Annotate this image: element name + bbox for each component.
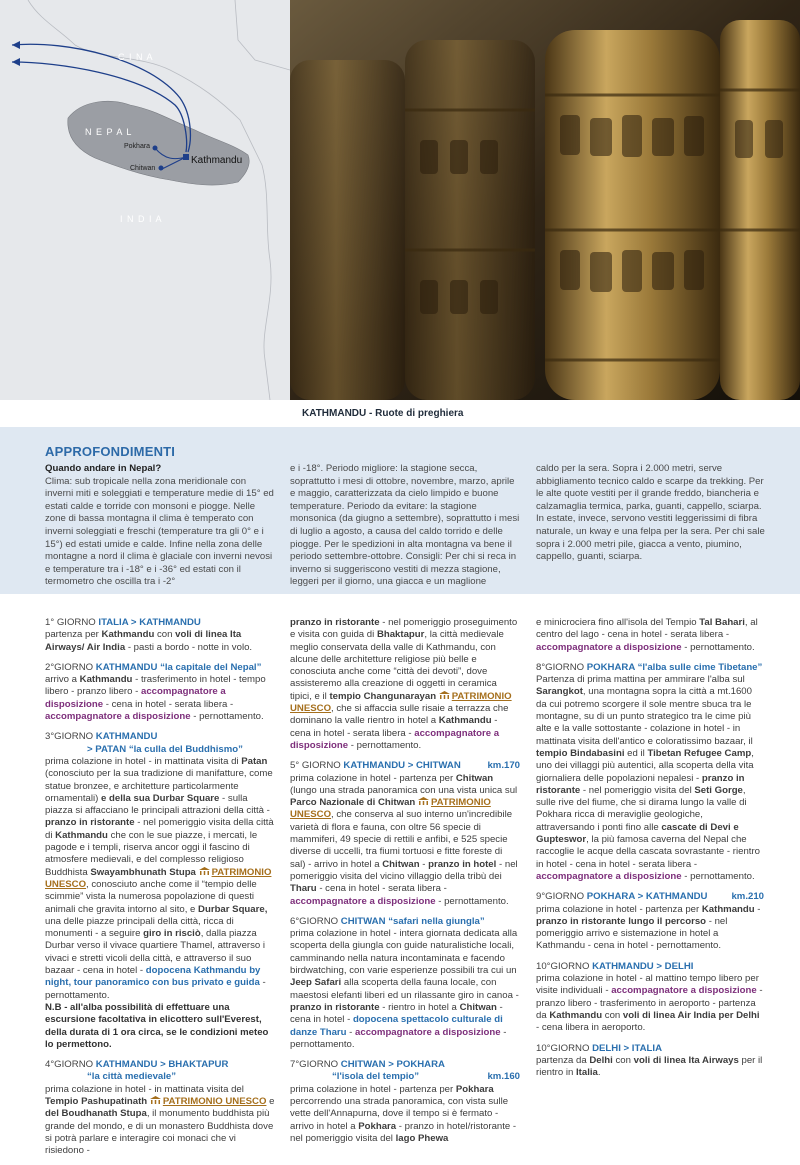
itinerary-text: 7°GIORNO xyxy=(290,1059,339,1071)
itinerary-text: pranzo in ristorante lungo il percorso xyxy=(536,915,707,927)
itinerary-text: partenza da xyxy=(536,1054,590,1066)
day-9 xyxy=(536,891,764,952)
itinerary-text: Delhi xyxy=(589,1054,613,1066)
itinerary-text: Patan xyxy=(241,755,268,767)
itinerary-text: PATRIMONIO UNESCO xyxy=(290,797,491,821)
info-col-1 xyxy=(45,463,275,589)
itinerary-text: - nel pomeriggio visita del xyxy=(580,784,695,796)
itinerary-text: km.160 xyxy=(487,1071,520,1083)
day-3 xyxy=(45,731,275,1051)
itinerary-text: KATHMANDU > BHAKTAPUR xyxy=(95,1059,229,1071)
itinerary-text: Kathmandu xyxy=(101,629,155,641)
itinerary-text: e della sua Durbar Square xyxy=(101,792,220,804)
itinerary-text: - pasti a bordo - notte in volo. xyxy=(125,641,253,653)
itinerary-text: - cena in hotel - xyxy=(290,1001,503,1026)
day-2 xyxy=(45,662,275,723)
itinerary-text: Italia xyxy=(576,1067,598,1079)
prayer-wheel xyxy=(545,30,720,400)
kathmandu-marker xyxy=(183,154,189,160)
itinerary-text: DELHI > ITALIA xyxy=(592,1042,663,1054)
itinerary-text: Sarangkot xyxy=(536,686,583,698)
itinerary-text: - pernottamento. xyxy=(435,895,509,907)
itinerary-text: PATRIMONIO UNESCO xyxy=(290,690,512,715)
itinerary-text: - pernottamento. xyxy=(681,870,755,882)
itinerary-text: per il rientro in xyxy=(536,1054,763,1079)
itinerary-text: - trasferimento in hotel - tempo libero - pranzo libero - xyxy=(45,674,266,698)
itinerary-text: prima colazione in hotel - partenza per xyxy=(290,772,456,784)
itinerary-text: voli di linea Ita Airways xyxy=(633,1054,739,1066)
day-1 xyxy=(45,617,275,654)
itinerary-text: - rientro in hotel a xyxy=(379,1001,460,1013)
caption-text: KATHMANDU - Ruote di preghiera xyxy=(302,408,464,419)
photo-caption xyxy=(290,400,800,427)
unesco-temple-icon xyxy=(150,1096,161,1105)
itinerary-text: 10°GIORNO xyxy=(536,960,590,972)
itinerary-text: Kathmandu xyxy=(438,715,492,727)
itinerary-text: pranzo in hotel xyxy=(428,858,497,870)
itinerary-text: e xyxy=(266,1095,275,1107)
itinerary-text: ed il xyxy=(624,747,648,759)
itinerary-text: Tharu xyxy=(290,883,317,895)
itinerary-text: tempio Changunarayan xyxy=(329,690,437,702)
itinerary-text: KATHMANDU “la capitale del Nepal” xyxy=(95,661,262,673)
itinerary-text: KATHMANDU xyxy=(95,731,158,743)
itinerary-text: Pokhara xyxy=(455,1083,494,1095)
itinerary-text: pranzo in ristorante xyxy=(290,1001,380,1013)
itinerary-text: - nel pomeriggio arrivo e sistemazione in hotel a Kathmandu - cena in hotel - pernottamento. xyxy=(536,915,728,952)
itinerary-text: PATRIMONIO UNESCO xyxy=(162,1095,267,1107)
itinerary-col-3 xyxy=(536,617,764,1087)
itinerary-text: , che si affaccia sulle risaie a terrazza che dominano la valle rientro in hotel a xyxy=(290,703,509,727)
itinerary-text: Partenza di prima mattina per ammirare l'alba sul xyxy=(536,674,745,686)
itinerary-text: , conosciuto anche come il “tempio delle scimmie” vista la numerosa popolazione di questi animali che gravita intorno al sito, e xyxy=(45,878,257,915)
itinerary-text: - xyxy=(346,1026,356,1038)
day-7-start xyxy=(290,1059,520,1145)
itinerary-text: Durbar Square, xyxy=(198,903,268,915)
itinerary-text: prima colazione in hotel - partenza per xyxy=(536,903,702,915)
itinerary-text: 9°GIORNO xyxy=(536,891,585,903)
itinerary-text: percorrendo una strada panoramica, con vista sulle vette dell'Annapurna, dove il tempo si è fermato - arrivo in hotel a xyxy=(290,1095,509,1132)
itinerary-text: - cena libera in aeroporto. xyxy=(536,1022,646,1034)
itinerary-text: Chitwan xyxy=(455,772,494,784)
itinerary-text: ITALIA > KATHMANDU xyxy=(98,617,201,628)
itinerary-text: del Boudhanath Stupa xyxy=(45,1108,147,1120)
itinerary-text: e minicrociera fino all'isola del Tempio xyxy=(536,617,700,628)
info-col-3 xyxy=(536,463,766,564)
day-8 xyxy=(536,662,764,883)
itinerary-text: cascate di Devi e Gupteswor xyxy=(536,821,739,846)
itinerary-text: -pernottamento. xyxy=(45,977,266,1001)
itinerary-text: , al centro del lago - cena in hotel - serata libera - xyxy=(536,617,758,641)
itinerary-text: Jeep Safari xyxy=(290,977,342,989)
itinerary-text: . xyxy=(597,1067,601,1079)
itinerary-text: PATRIMONIO UNESCO xyxy=(45,866,272,890)
itinerary-text: - cena in hotel - serata libera - xyxy=(290,715,498,739)
itinerary-text: Kathmandu xyxy=(79,674,133,686)
itinerary-text: pranzo in ristorante xyxy=(290,617,380,628)
info-text-3: caldo per la sera. Sopra i 2.000 metri, serve abbigliamento tecnico caldo e scarpe da trekking. Per le alte quote vestiti per il grande freddo, biancheria e calzamaglia termica, parka, guanti, cappello, sciarpa. In estate, invece, servono vestiti leggerissimi di fibra naturale, un kway e una felpa per la sera. Per chi sale sopra i 2.000 metri pile, giacca a vento, piumino, cappello, guanti, sciarpa. xyxy=(536,463,765,563)
itinerary-text: - nel pomeriggio visita del vicino villaggio della tribù dei xyxy=(290,858,518,882)
pokhara-dot xyxy=(153,146,158,151)
itinerary-text: 3°GIORNO xyxy=(45,731,94,743)
itinerary-text: 5° GIORNO xyxy=(290,760,341,772)
itinerary-text: una delle piazze principali della città, ricca di monumenti - a seguire xyxy=(45,915,234,940)
itinerary-text: arrivo a xyxy=(45,674,80,686)
itinerary-text: - pernottamento. xyxy=(290,1026,507,1050)
label-pokhara: Pokhara xyxy=(124,143,151,150)
itinerary-text: con xyxy=(602,1009,623,1021)
itinerary-text: voli di linea Ita Airways/ Air India xyxy=(45,629,242,653)
itinerary-text: prima colazione in hotel - in mattinata visita del xyxy=(45,1083,244,1095)
itinerary-text: > PATAN “la culla del Buddhismo” xyxy=(87,743,243,755)
itinerary-text: 6°GIORNO xyxy=(290,915,339,927)
itinerary-text: 4°GIORNO xyxy=(45,1059,94,1071)
info-subtitle: Quando andare in Nepal? xyxy=(45,463,162,474)
map-graphic xyxy=(0,0,290,400)
itinerary-text: prima colazione in hotel - in mattinata visita di xyxy=(45,755,242,767)
itinerary-text: accompagnatore a disposizione xyxy=(45,711,191,723)
chitwan-dot xyxy=(159,166,164,171)
itinerary-text: 1° GIORNO xyxy=(45,617,96,628)
itinerary-text: - sulla piazza si affacciano le principali attrazioni della città - xyxy=(45,792,270,817)
route-map xyxy=(0,0,290,400)
unesco-temple-icon xyxy=(199,867,210,876)
itinerary-text: , la città medievale meglio conservata della valle di Kathmandu, con alcune delle architetture religiose più belle e conosciuta anche come “città dei devoti”, dove assisteremo alla creazione di oggetti in ceramica tipici, e il xyxy=(290,629,504,702)
itinerary-text: voli di linea Air India per Delhi xyxy=(622,1009,760,1021)
itinerary-text: con xyxy=(154,629,176,641)
itinerary-text: - pernottamento. xyxy=(681,641,755,653)
itinerary-text: Bhaktapur xyxy=(376,629,425,641)
itinerary-text: CHITWAN > POKHARA xyxy=(340,1059,445,1071)
itinerary-text: , dalla piazza Durbar verso il vivace quartiere Thamel, attraverso i vivaci e stretti vicoli della città, e attraverso il suo bazaar - cena in hotel - xyxy=(45,928,266,977)
itinerary-text: - nel pomeriggio visita della città di xyxy=(45,817,274,841)
itinerary-text: accompagnatore a disposizione xyxy=(536,870,682,882)
itinerary-text: , sulle rive del fiume, che si dirama lungo la valle di Pokhara ricca di meraviglie geologiche, attraversando i ponti fino alle xyxy=(536,784,747,833)
itinerary-text: con xyxy=(612,1054,634,1066)
itinerary-col-2 xyxy=(290,617,520,1153)
day-7-cont xyxy=(536,617,764,654)
itinerary-text: accompagnatore a disposizione xyxy=(45,686,226,710)
label-india: I N D I A xyxy=(120,214,163,224)
itinerary-text: Tempio Pashupatinath xyxy=(45,1095,148,1107)
itinerary-text: Swayambhunath Stupa xyxy=(90,866,196,878)
itinerary-text: 10°GIORNO xyxy=(536,1042,590,1054)
itinerary-text: accompagnatore a disposizione xyxy=(355,1026,501,1038)
itinerary-text: che con le sue piazze, i mercati, le pagode e i templi, riserva ancor oggi il fascino di atmosfere medievali, e del complesso religioso Buddhista xyxy=(45,829,258,878)
itinerary-text: accompagnatore a disposizione xyxy=(290,727,500,751)
itinerary-text: Kathmandu xyxy=(549,1009,603,1021)
itinerary-text: “l'isola del tempio” xyxy=(332,1071,420,1083)
itinerary-text: giro in risciò xyxy=(143,928,201,940)
itinerary-text: - pranzo libero - trasferimento in aeroporto - partenza da xyxy=(536,985,763,1021)
itinerary-text: pranzo in ristorante xyxy=(45,817,135,829)
itinerary-text: Kathmandu xyxy=(701,903,755,915)
itinerary-col-1 xyxy=(45,617,275,1165)
itinerary-text: dopocena spettacolo culturale di danze Tharu xyxy=(290,1014,503,1038)
itinerary-text: - nel pomeriggio proseguimento e visita con guida di xyxy=(290,617,518,641)
itinerary-text: - xyxy=(754,903,761,915)
itinerary-text: (conosciuto per la sua tradizione di manifatture, come statue bronzee, e architetture particolarmente ornamentali) xyxy=(45,768,273,804)
itinerary-text: KATHMANDU > CHITWAN xyxy=(343,760,461,772)
itinerary-text: accompagnatore a disposizione xyxy=(536,641,682,653)
itinerary-text: pranzo in ristorante xyxy=(536,772,745,796)
day-6 xyxy=(290,916,520,1051)
info-text-2: e i -18°. Periodo migliore: la stagione secca, soprattutto i mesi di ottobre, novembre, marzo, aprile e maggio, caratterizzata da cielo limpido e buone temperature. Periodo da evitare: la stagione monsonica (da giugno a settembre), soprattutto i mesi di luglio a agosto, a causa del caldo torrido e delle piogge. Per le spedizioni in alta montagna va bene il periodo settembre-ottobre. Consigli: Per chi si reca in inverno si suggeriscono vestiti di mezza stagione, leggeri per il giorno, una giacca e un maglione xyxy=(290,463,520,588)
itinerary-text: km.210 xyxy=(731,891,764,903)
itinerary-text: tempio Bindabasini xyxy=(536,747,625,759)
itinerary-text: - pernottamento. xyxy=(190,711,264,723)
info-box xyxy=(0,427,800,594)
itinerary-text: Seti Gorge xyxy=(694,784,743,796)
itinerary-text: Parco Nazionale di Chitwan xyxy=(290,797,416,809)
itinerary-text: Tal Bahari xyxy=(699,617,745,628)
photo-graphic xyxy=(290,0,800,400)
itinerary-text: alla scoperta della fauna locale, con maestosi elefanti liberi ed un rilassante giro in canoa - xyxy=(290,977,519,1001)
prayer-wheels-photo xyxy=(290,0,800,400)
label-cina: C I N A xyxy=(118,52,154,62)
itinerary-text: prima colazione in hotel - partenza per xyxy=(290,1083,456,1095)
itinerary-text: - cena in hotel - serata libera - xyxy=(316,883,447,895)
itinerary-text: , uno dei villaggi più autentici, alla scoperta della vita giornaliera delle popolazioni nepalesi - xyxy=(536,747,754,784)
itinerary-text: Pokhara xyxy=(358,1120,397,1132)
itinerary-text: km.170 xyxy=(487,760,520,772)
info-title: APPROFONDIMENTI xyxy=(45,444,176,459)
info-col-2 xyxy=(290,463,520,589)
itinerary-text: Tibetan Refugee Camp xyxy=(647,747,752,759)
itinerary-text: (lungo una strada panoramica con una vista unica sul xyxy=(290,784,518,796)
itinerary-text: lago Phewa xyxy=(395,1132,449,1144)
unesco-badge xyxy=(150,1096,267,1107)
itinerary-text: N.B - all'alba possibilità di effettuare una escursione facoltativa in elicottero sull'Everest, della durata di 1 ora circa, se le condizioni meteo lo permettono. xyxy=(45,1001,269,1050)
day-11 xyxy=(536,1043,764,1080)
itinerary-text: prima colazione in hotel - intera giornata dedicata alla scoperta della giungla con guide naturalistiche locali, camminando nella natura incontaminata e facendo birdwatching, con varie esperienze possibili tra cui un xyxy=(290,928,518,977)
itinerary-text: accompagnatore a disposizione xyxy=(290,895,436,907)
itinerary-text: Chitwan xyxy=(459,1001,497,1013)
itinerary-text: , la più famosa caverna del Nepal che raccoglie le acque della cascata sovrastante - rientro in hotel - cena in hotel - serata libera - xyxy=(536,834,760,870)
itinerary-text: Chitwan xyxy=(382,858,420,870)
info-text-1: Clima: sub tropicale nella zona meridionale con inverni miti e soleggiati e temperature medie di 15° ed estati calde e torride con monsoni e piogge. Nelle zone di bassa montagna il clima è temperato con inverni soleggiati e freschi (temperature tra gli 0° e i 15°) ed estati umide e calde. Infine nella zona delle montagne a nord il clima è glaciale con inverni nevosi e temperature tra i -18° e i -36° ed estati con il termometro che oscilla tra i -2° xyxy=(45,475,274,588)
unesco-temple-icon xyxy=(418,797,429,806)
day-4-start xyxy=(45,1059,275,1157)
day-10 xyxy=(536,961,764,1035)
itinerary-text: KATHMANDU > DELHI xyxy=(592,960,694,972)
itinerary-text: POKHARA “l'alba sulle cime Tibetane” xyxy=(586,661,763,673)
itinerary-text: 8°GIORNO xyxy=(536,661,585,673)
unesco-temple-icon xyxy=(439,691,450,700)
itinerary-text: - pranzo in hotel/ristorante - nel pomeriggio visita del xyxy=(290,1120,517,1144)
itinerary-text: accompagnatore a disposizione xyxy=(611,985,757,997)
label-nepal: N E P A L xyxy=(85,127,133,137)
label-chitwan: Chitwan xyxy=(130,165,156,172)
itinerary-text: , il monumento buddhista più grande del mondo, e di un monastero Buddhista dove si potrà parlare e interagire coi monaci che vi risiedono - xyxy=(45,1108,274,1157)
itinerary-text: “la città medievale” xyxy=(87,1071,177,1083)
itinerary-text: prima colazione in hotel - al mattino tempo libero per visite individuali - xyxy=(536,973,759,997)
itinerary-text: , che conserva al suo interno un'incredibile varietà di flora e fauna, con oltre 56 specie di mammiferi, 49 specie di rettili e anfibi, e 525 specie diverse di uccelli, tra fiumi tortuosi e fitte foreste di sal) - arrivo in hotel a xyxy=(290,809,513,870)
itinerary-text: Kathmandu xyxy=(55,829,108,841)
itinerary-text: dopocena Kathmandu by night, tour panoramico con bus privato e guida xyxy=(45,965,261,989)
day-4-cont xyxy=(290,617,520,752)
itinerary-text: POKHARA > KATHMANDU xyxy=(586,891,708,903)
itinerary-text: partenza per xyxy=(45,629,102,641)
itinerary-text: - pernottamento. xyxy=(348,739,422,751)
label-kathmandu: Kathmandu xyxy=(191,155,243,166)
itinerary-text: - cena in hotel - serata libera - xyxy=(103,698,234,710)
day-5: 5° GIORNO KATHMANDU > CHITWAN km.170 prima colazione in hotel - partenza per Chitwan (lungo una strada panoramica con una vista unica sul Parco Nazionale di Chitwan PATRIMONIO UNESCO, che conserva al suo interno un'incredibile varietà di flora e fauna, con oltre 56 specie di mammiferi, 49 specie di rettili e anfibi, e 525 specie diverse di uccelli, tra fiumi tortuosi e fitte foreste di sal) - arrivo in hotel a Chitwan - pranzo in hotel - nel pomeriggio visita del vicino villaggio della tribù dei Tharu - cena in hotel - serata libera - accompagnatore a disposizione - pernottamento. xyxy=(290,760,520,907)
itinerary-text: CHITWAN “safari nella giungla” xyxy=(340,915,485,927)
itinerary-text: , una montagna sopra la città a mt.1600 da cui potremo scorgere il sole mentre sbuca tra le montagne, su di un punto strategico tra le cime più alte e la valle sottostante - colazione in hotel - in mattinata visita dell'antico e coloratissimo bazaar, il xyxy=(536,686,753,747)
itinerary-text: 2°GIORNO xyxy=(45,661,94,673)
